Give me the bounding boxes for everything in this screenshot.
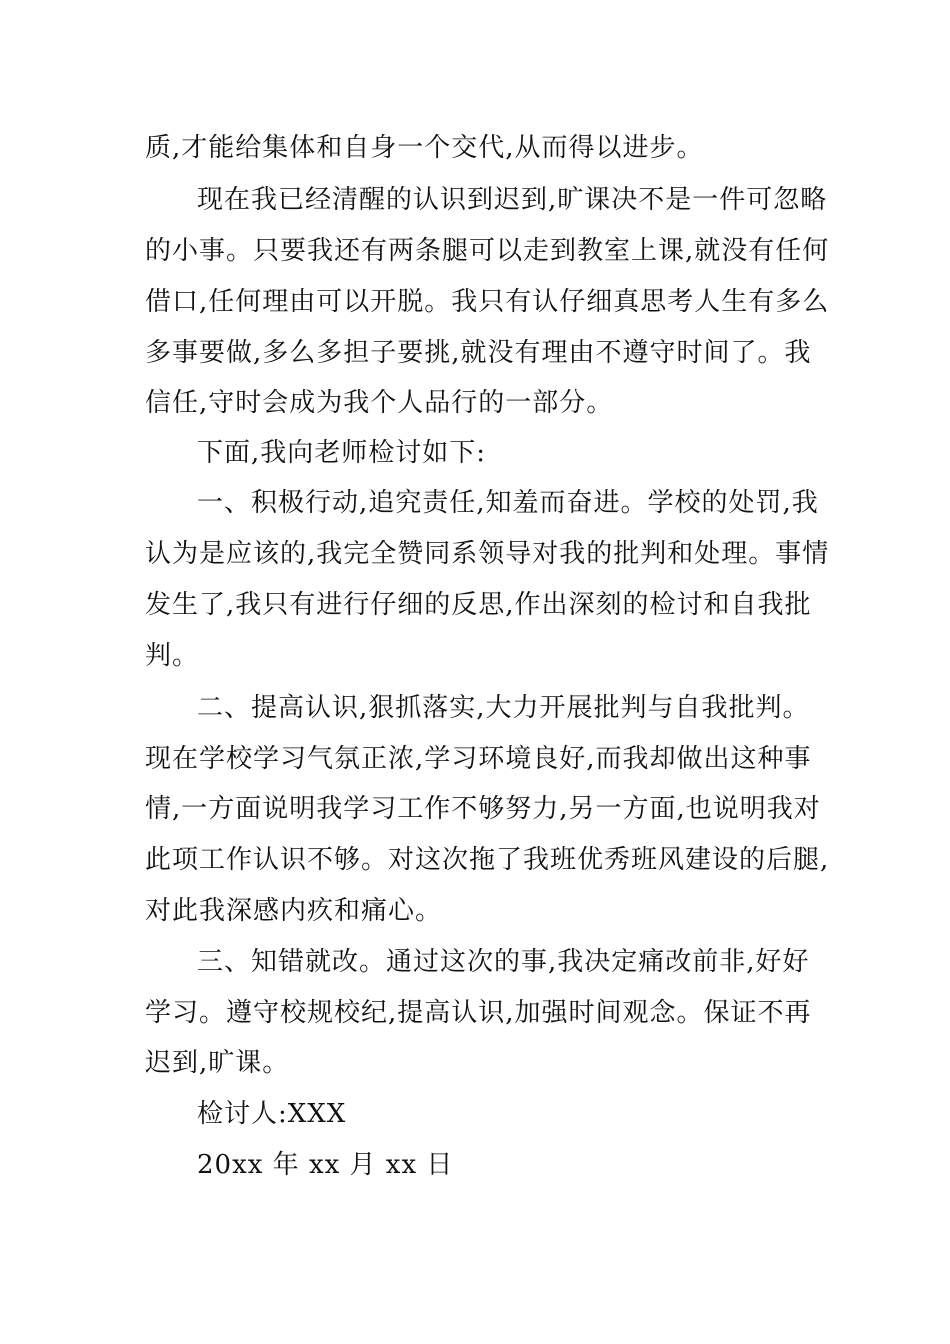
text-line: 借口,任何理由可以开脱。我只有认仔细真思考人生有多么 [145, 287, 830, 317]
text-line: 判。 [145, 641, 200, 671]
paragraph-first-line: 下面,我向老师检讨如下: [197, 438, 487, 468]
paragraph-first-line: 三、知错就改。通过这次的事,我决定痛改前非,好好 [197, 947, 810, 977]
text-line: 质,才能给集体和自身一个交代,从而得以进步。 [145, 133, 704, 163]
date-line: 20xx 年 xx 月 xx 日 [197, 1150, 454, 1180]
text-line: 对此我深感内疚和痛心。 [145, 896, 443, 926]
text-line: 迟到,旷课。 [145, 1048, 290, 1078]
text-line: 的小事。只要我还有两条腿可以走到教室上课,就没有任何 [145, 236, 830, 266]
text-line: 此项工作认识不够。对这次拖了我班优秀班风建设的后腿, [145, 845, 830, 875]
text-line: 信任,守时会成为我个人品行的一部分。 [145, 388, 614, 418]
text-line: 学习。遵守校规校纪,提高认识,加强时间观念。保证不再 [145, 998, 812, 1028]
paragraph-first-line: 二、提高认识,狠抓落实,大力开展批判与自我批判。 [197, 693, 810, 723]
paragraph-first-line: 一、积极行动,追究责任,知羞而奋进。学校的处罚,我 [197, 488, 819, 518]
text-line: 发生了,我只有进行仔细的反思,作出深刻的检讨和自我批 [145, 590, 812, 620]
text-line: 现在学校学习气氛正浓,学习环境良好,而我却做出这种事 [145, 744, 812, 774]
text-line: 多事要做,多么多担子要挑,就没有理由不遵守时间了。我 [145, 338, 812, 368]
signature-line: 检讨人:XXX [197, 1099, 347, 1129]
text-line: 情,一方面说明我学习工作不够努力,另一方面,也说明我对 [145, 794, 821, 824]
paragraph-first-line: 现在我已经清醒的认识到迟到,旷课决不是一件可忽略 [197, 185, 828, 215]
text-line: 认为是应该的,我完全赞同系领导对我的批判和处理。事情 [145, 539, 830, 569]
